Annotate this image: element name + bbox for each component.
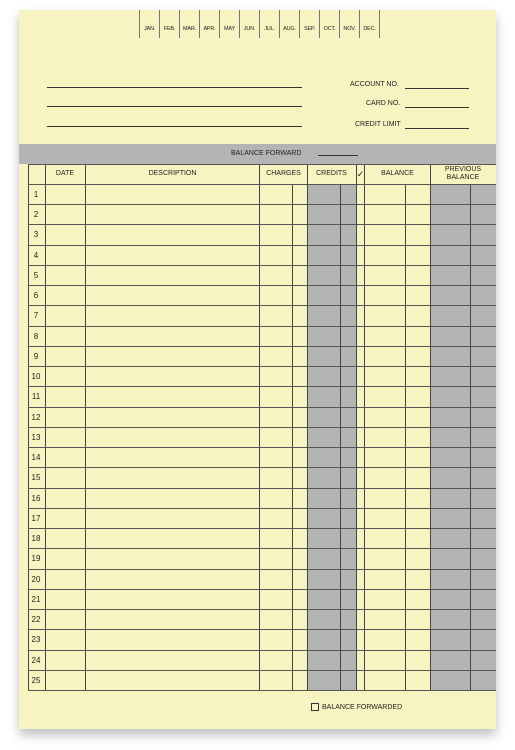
month-tabs	[139, 10, 380, 38]
previous-balance-column-shade	[430, 184, 496, 690]
row-number: 6	[33, 291, 39, 300]
row-number: 16	[31, 494, 41, 503]
row-rule	[28, 569, 496, 570]
row-rule	[28, 629, 496, 630]
row-rule	[28, 245, 496, 246]
ledger-card	[19, 10, 496, 729]
column-divider	[405, 184, 406, 690]
row-rule	[28, 467, 496, 468]
month-tab: MAY	[220, 10, 240, 38]
month-tab: APR.	[200, 10, 220, 38]
row-rule	[28, 690, 496, 691]
card-no-label: CARD NO.	[366, 100, 401, 107]
row-number: 23	[31, 635, 41, 644]
column-divider	[340, 184, 341, 690]
balance-forward-label: BALANCE FORWARD	[231, 150, 302, 157]
checkbox-icon[interactable]	[311, 703, 319, 711]
row-number: 14	[31, 453, 41, 462]
account-no-label: ACCOUNT NO.	[350, 81, 399, 88]
row-rule	[28, 346, 496, 347]
header-rule	[28, 184, 496, 185]
row-rule	[28, 528, 496, 529]
credits-header: CREDITS	[316, 170, 347, 177]
balance-forwarded-label: BALANCE FORWARDED	[322, 703, 403, 711]
credit-limit-line	[405, 128, 469, 129]
description-header: DESCRIPTION	[148, 170, 197, 177]
month-tab: SEP.	[300, 10, 320, 38]
row-rule	[28, 548, 496, 549]
row-number: 4	[33, 251, 39, 260]
row-number: 22	[31, 615, 41, 624]
balance-forward-line	[318, 155, 358, 156]
row-rule	[28, 285, 496, 286]
column-divider	[470, 184, 471, 690]
row-number: 19	[31, 554, 41, 563]
row-number: 24	[31, 656, 41, 665]
date-header: DATE	[55, 170, 75, 177]
address-line	[47, 106, 302, 107]
row-rule	[28, 650, 496, 651]
month-tab: AUG.	[280, 10, 300, 38]
row-rule	[28, 427, 496, 428]
row-number: 10	[31, 372, 41, 381]
row-number: 1	[33, 190, 39, 199]
previous-balance-header: PREVIOUS BALANCE	[444, 166, 482, 181]
row-number: 8	[33, 332, 39, 341]
row-number: 9	[33, 352, 39, 361]
row-number: 11	[31, 392, 41, 401]
row-rule	[28, 407, 496, 408]
row-number: 2	[33, 210, 39, 219]
month-tab: DEC.	[360, 10, 380, 38]
account-no-line	[405, 88, 469, 89]
row-number: 21	[31, 595, 41, 604]
row-number: 12	[31, 413, 41, 422]
charges-header: CHARGES	[266, 170, 301, 177]
row-number: 13	[31, 433, 41, 442]
row-number: 25	[31, 676, 41, 685]
city-line	[47, 126, 302, 127]
row-rule	[28, 670, 496, 671]
month-tab: NOV.	[340, 10, 360, 38]
header-rule	[28, 164, 496, 165]
row-number: 5	[33, 271, 39, 280]
row-rule	[28, 224, 496, 225]
row-number: 17	[31, 514, 41, 523]
row-rule	[28, 609, 496, 610]
credit-limit-label: CREDIT LIMIT	[355, 121, 401, 128]
row-number: 3	[33, 230, 39, 239]
month-tab: MAR.	[180, 10, 200, 38]
month-tab: FEB.	[160, 10, 180, 38]
name-line	[47, 87, 302, 88]
card-no-line	[405, 107, 469, 108]
row-rule	[28, 508, 496, 509]
balance-forwarded-option[interactable]	[311, 703, 402, 711]
month-tab: OCT.	[320, 10, 340, 38]
row-rule	[28, 386, 496, 387]
row-number: 18	[31, 534, 41, 543]
row-rule	[28, 265, 496, 266]
credits-column-shade	[307, 184, 356, 690]
row-rule	[28, 305, 496, 306]
row-rule	[28, 366, 496, 367]
row-number: 20	[31, 575, 41, 584]
row-rule	[28, 204, 496, 205]
row-rule	[28, 589, 496, 590]
balance-header: BALANCE	[381, 170, 414, 177]
month-tab: JUN.	[240, 10, 260, 38]
check-header: ✓	[356, 169, 365, 179]
row-rule	[28, 488, 496, 489]
month-tab: JUL.	[260, 10, 280, 38]
row-number: 15	[31, 473, 41, 482]
row-rule	[28, 326, 496, 327]
row-number: 7	[33, 311, 39, 320]
column-divider	[292, 184, 293, 690]
row-rule	[28, 447, 496, 448]
month-tab: JAN.	[140, 10, 160, 38]
